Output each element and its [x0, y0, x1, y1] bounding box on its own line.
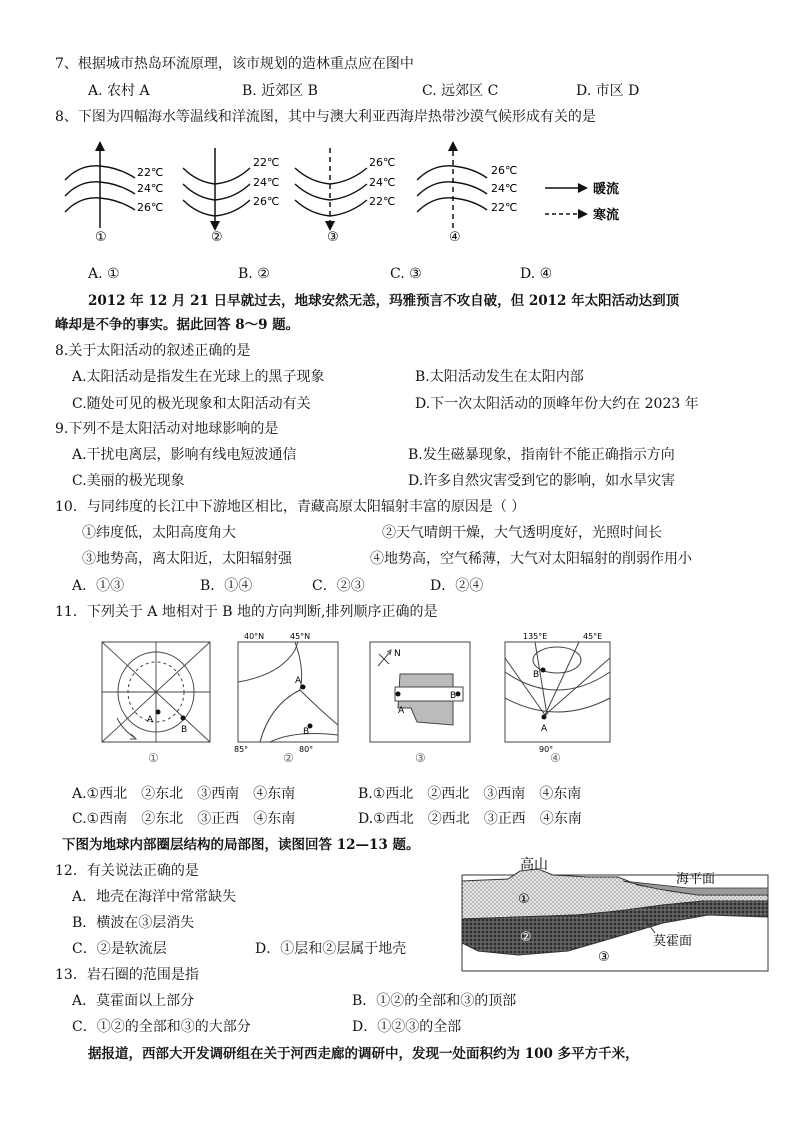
current-diagram-4: [417, 146, 517, 245]
label-moho: 莫霍面: [653, 934, 693, 949]
map1-number: ①: [148, 751, 159, 765]
q10-item-4: ④地势高，空气稀薄，大气对太阳辐射的削弱作用小: [370, 551, 692, 567]
current-4-number: ④: [449, 230, 461, 245]
q9-option-d: D.许多自然灾害受到它的影响，如水旱灾害: [408, 473, 676, 489]
map4-point-a: A: [541, 724, 548, 734]
q12-option-d: D．①层和②层属于地壳: [255, 941, 407, 957]
current-3-label-1: 26℃: [369, 156, 396, 169]
q11-stem: 11．下列关于 A 地相对于 B 地的方向判断,排列顺序正确的是: [55, 604, 438, 620]
q8a-stem: 8、下图为四幅海水等温线和洋流图，其中与澳大利亚西海岸热带沙漠气候形成有关的是: [55, 109, 596, 125]
map2-point-b: B: [303, 727, 310, 737]
current-1-label-1: 22℃: [137, 166, 164, 179]
q13-option-d: D．①②③的全部: [352, 1019, 462, 1035]
current-4-label-1: 26℃: [491, 164, 518, 177]
current-3-number: ③: [327, 230, 339, 245]
current-diagram-1: [65, 146, 163, 245]
q10-item-3: ③地势高，离太阳近，太阳辐射强: [82, 551, 292, 567]
map2-lon-85: 85°: [234, 745, 249, 754]
solar-intro-line-1: 2012 年 12 月 21 日早就过去，地球安然无恙，玛雅预言不攻自破，但 2012 年太阳活动达到顶: [88, 293, 680, 309]
q13-stem: 13．岩石圈的范围是指: [55, 967, 199, 983]
current-4-label-3: 22℃: [491, 201, 518, 214]
map4-lon-90: 90°: [539, 745, 554, 754]
q8a-option-b: B. ②: [238, 266, 270, 282]
label-layer-2: ②: [520, 930, 532, 945]
map4-point-b: B: [533, 670, 540, 680]
direction-map-4: [505, 632, 610, 765]
earth-intro: 下图为地球内部圈层结构的局部图，读图回答 12—13 题。: [62, 837, 420, 853]
q7-option-a: A. 农村 A: [88, 83, 150, 99]
q12-option-c: C．②是软流层: [72, 941, 167, 957]
current-3-label-3: 22℃: [369, 195, 396, 208]
q13-option-b: B．①②的全部和③的顶部: [352, 993, 517, 1009]
q10-item-2: ②天气晴朗干燥，大气透明度好，光照时间长: [382, 525, 662, 541]
q10-option-b: B．①④: [200, 578, 253, 594]
label-layer-1: ①: [518, 892, 530, 907]
current-diagram-2: [183, 148, 279, 245]
solar-intro-line-2: 峰却是不争的事实。据此回答 8～9 题。: [55, 317, 300, 333]
q13-option-c: C．①②的全部和③的大部分: [72, 1019, 251, 1035]
q9-option-c: C.美丽的极光现象: [72, 473, 185, 489]
direction-maps: [95, 630, 655, 780]
map3-point-b: B: [450, 691, 457, 701]
q13-option-a: A．莫霍面以上部分: [72, 993, 195, 1009]
earth-layer-diagram: [458, 855, 770, 975]
ocean-current-diagrams: [55, 138, 655, 248]
current-legend: [545, 181, 619, 223]
map4-lon-45: 45°E: [583, 632, 603, 641]
direction-map-1: [102, 642, 210, 765]
q8a-option-a: A. ①: [88, 266, 120, 282]
q8a-option-d: D. ④: [520, 266, 553, 282]
q7-option-c: C. 远郊区 C: [422, 83, 499, 99]
q8b-stem: 8.关于太阳活动的叙述正确的是: [55, 343, 251, 359]
q7-option-d: D. 市区 D: [576, 83, 640, 99]
final-intro-line: 据报道，西部大开发调研组在关于河西走廊的调研中，发现一处面积约为 100 多平方千米，: [88, 1046, 639, 1062]
map2-lat-45: 45°N: [290, 632, 311, 641]
map2-lon-80: 80°: [299, 745, 314, 754]
q9-stem: 9.下列不是太阳活动对地球影响的是: [55, 421, 279, 437]
map2-lat-40: 40°N: [244, 632, 265, 641]
current-diagram-3: [295, 148, 395, 245]
q11-option-a: A.①西北 ②东北 ③西南 ④东南: [72, 786, 296, 802]
q8b-option-a: A.太阳活动是指发生在光球上的黑子现象: [72, 369, 325, 385]
q7-option-b: B. 近郊区 B: [242, 83, 318, 99]
q11-option-c: C.①西南 ②东北 ③正西 ④东南: [72, 811, 296, 827]
current-4-label-2: 24℃: [491, 182, 518, 195]
map3-number: ③: [415, 751, 426, 765]
q10-option-d: D．②④: [430, 578, 484, 594]
map3-point-a: A: [398, 706, 405, 716]
q11-option-d: D.①西北 ②西北 ③正西 ④东南: [358, 811, 582, 827]
current-1-number: ①: [95, 230, 107, 245]
label-mountain: 高山: [520, 857, 548, 873]
label-sea-level: 海平面: [676, 872, 716, 887]
current-3-label-2: 24℃: [369, 176, 396, 189]
map1-point-a: A: [147, 715, 154, 725]
q10-item-1: ①纬度低，太阳高度角大: [82, 525, 236, 541]
legend-warm-label: 暖流: [593, 182, 620, 197]
current-1-label-2: 24℃: [137, 182, 164, 195]
map1-point-b: B: [181, 725, 188, 735]
map4-number: ④: [550, 751, 561, 765]
direction-map-3: [370, 642, 470, 765]
q8a-option-c: C. ③: [390, 266, 422, 282]
map3-north-label: N: [394, 649, 401, 659]
q11-option-b: B.①西北 ②西北 ③西南 ④东南: [358, 786, 582, 802]
map2-number: ②: [283, 751, 294, 765]
q7-stem: 7、根据城市热岛环流原理，该市规划的造林重点应在图中: [55, 56, 414, 72]
q8b-option-b: B.太阳活动发生在太阳内部: [415, 369, 584, 385]
current-2-label-2: 24℃: [253, 176, 280, 189]
q12-stem: 12．有关说法正确的是: [55, 863, 199, 879]
legend-cold-label: 寒流: [593, 208, 620, 223]
q9-option-a: A.干扰电离层，影响有线电短波通信: [72, 447, 297, 463]
map4-lon-135: 135°E: [523, 632, 548, 641]
q10-option-c: C．②③: [312, 578, 365, 594]
current-1-label-3: 26℃: [137, 201, 164, 214]
q12-option-a: A．地壳在海洋中常常缺失: [72, 889, 237, 905]
q10-stem: 10．与同纬度的长江中下游地区相比，青藏高原太阳辐射丰富的原因是（ ）: [55, 499, 526, 515]
direction-map-2: [234, 632, 338, 765]
label-layer-3: ③: [598, 950, 610, 965]
q10-option-a: A．①③: [72, 578, 125, 594]
current-2-number: ②: [211, 230, 223, 245]
q9-option-b: B.发生磁暴现象，指南针不能正确指示方向: [408, 447, 675, 463]
current-2-label-3: 26℃: [253, 195, 280, 208]
q12-option-b: B．横波在③层消失: [72, 915, 195, 931]
q8b-option-c: C.随处可见的极光现象和太阳活动有关: [72, 396, 311, 412]
map2-point-a: A: [295, 676, 302, 686]
q8b-option-d: D.下一次太阳活动的顶峰年份大约在 2023 年: [415, 396, 699, 412]
current-2-label-1: 22℃: [253, 156, 280, 169]
